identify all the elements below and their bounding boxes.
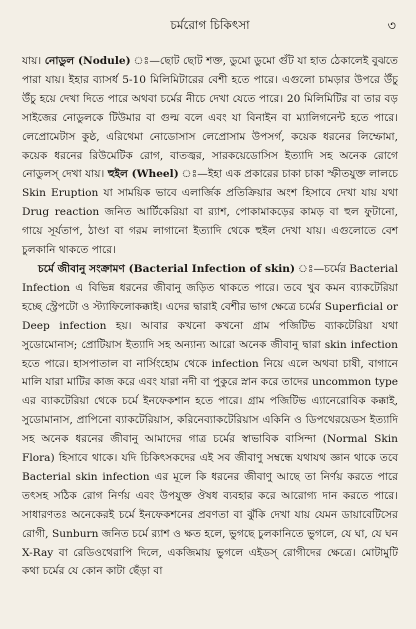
heading-bacterial-infection: চর্মে জীবানু সংক্রামণ (Bacterial Infection of skin) [38, 262, 296, 275]
page-header [22, 0, 398, 52]
term-wheel: হুইল (Wheel) [107, 168, 179, 181]
page-number: ৩ [387, 19, 396, 34]
text-run: যায়। [22, 55, 45, 67]
text-run: ঃ—ইহা এক প্রকারের চাকা চাকা স্ফীতযুক্ত লালচে Skin Eruption যা সাময়িক ভাবে এলার্জিক প্রতিক্রিয়ার অংশ হিসাবে দেখা যায় যথা Drug reaction জনিত আর্টিকেরিয়া বা র‍্যাশ, পোকামাকড়ের কামড় বা হুল ফুটানো, গায়ে সূর্যতাপ, ঠাণ্ডা বা গরম লাগানো ইত্যাদি থেকে হুইল দেখা যায়। এগুলোতে বেশ চুলকানি থাকতে পারে। [22, 168, 398, 257]
term-nodule: নোডুল (Nodule) [44, 55, 131, 67]
paragraph-nodule-wheel [22, 52, 398, 260]
body-text [22, 52, 398, 581]
running-title: চর্মরোগ চিকিৎসা [170, 18, 250, 32]
paragraph-bacterial-infection [22, 260, 398, 581]
text-run: ঃ—ছোট ছোট শক্ত, ডুমো ডুমো গুঁট যা হাত ঠেকালেই বুঝতে পারা যায়। ইহার ব্যাসর্ধ 5-10 মিলিমিটারের বেশী হতে পারে। এগুলো চামড়ার উপরে উঁচু উঁচু হয়ে দেখা দিতে পারে অথবা চর্মের নীচে দেখা যেতে পারে। 20 মিলিমিটির বা তার বড় সাইজের নোডুলকে টিউমার বা গুল্ম বলে এবং যা বিনাইন বা ম্যালিগনেন্ট হতে পারে। লেপ্রোমেটাস কুষ্ঠ, এরিথেমা নোডোসাস লেপ্রোসাম উপসর্গ, কয়েক ধরনের লিম্ফোমা, কয়েক ধরনের রিউমেটিক রোগ, বাতজ্বর, সারকয়েডোসিস ইত্যাদি সহ অনেক রোগে নোডুলস্ দেখা যায়। [22, 55, 398, 181]
text-run: ঃ—চর্মের Bacterial Infection এ বিভিন্ন ধরনের জীবানু জড়িত থাকতে পারে। তবে খুব কমন ব্যাকটেরিয়া হচ্ছে স্ট্রেপটো ও স্ট্যাফিলোকক্কাই। এদের দ্বারাই বেশীর ভাগ ক্ষেত্রে চর্মের Superficial or Deep infection হয়। আবার কখনো কখনো গ্রাম পজিটিভ ব্যাকটেরিয়া যথা সুডোমোনাস; প্রোটিয়াস ইত্যাদি সহ অন্যান্য আরো অনেক জীবানু দ্বারা skin infection হতে পারে। হাসপাতাল বা নার্সিংহোম থেকে infection নিয়ে এলে অথবা চাষী, বাগানে মালি যারা মাটির কাজ করে এবং যারা নদী বা পুকুরে স্নান করে তাদের uncommon type এর ব্যাকটেরিয়া থেকে চর্মে ইনফেকশান হতে পারে। গ্রাম পজিটিভ এ্যানেরোবিক কক্কাই, সুডোমানাস, প্রাপিনো ব্যাকটেরিয়াস, করিনেব্যাকটেরিয়াস একিনি ও ডিপথেরয়েডস ইত্যাদি সহ অনেক ধরনের জীবানু আমাদের গাত্র চর্মের স্বাভাবিক বাসিন্দা (Normal Skin Flora) হিসাবে থাকে। যদি চিকিৎসকদের এই সব জীবাণু সম্বন্ধে যথাযথ জ্ঞান থাকে তবে Bacterial skin infection এর মূলে কি ধরনের জীবাণু আছে তা নির্ণয় করতে পারে তৎসহ সঠিক রোগ নির্ণয় এবং উপযুক্ত ঔষধ ব্যবহার করে আরোগ্য দান করতে পারে। সাধারণতঃ অনেকেরই চর্মে ইনফেকশনের প্রবণতা বা ঝুঁকি দেখা যায় যেমন ডায়াবেটিসের রোগী, Sunburn জনিত চর্মে র‍্যাশ ও ক্ষত হলে, ভুগছে চুলকানিতে ভুগলে, যে ঘা, যে ঘন X-Ray বা রেডিওথেরাপি দিলে, একজিমায় ভুগলে এইডস্ রোগীদের ক্ষেত্রে। মোটামুটি কথা চর্মের যে কোন কাটা ছেঁড়া বা [22, 262, 398, 578]
